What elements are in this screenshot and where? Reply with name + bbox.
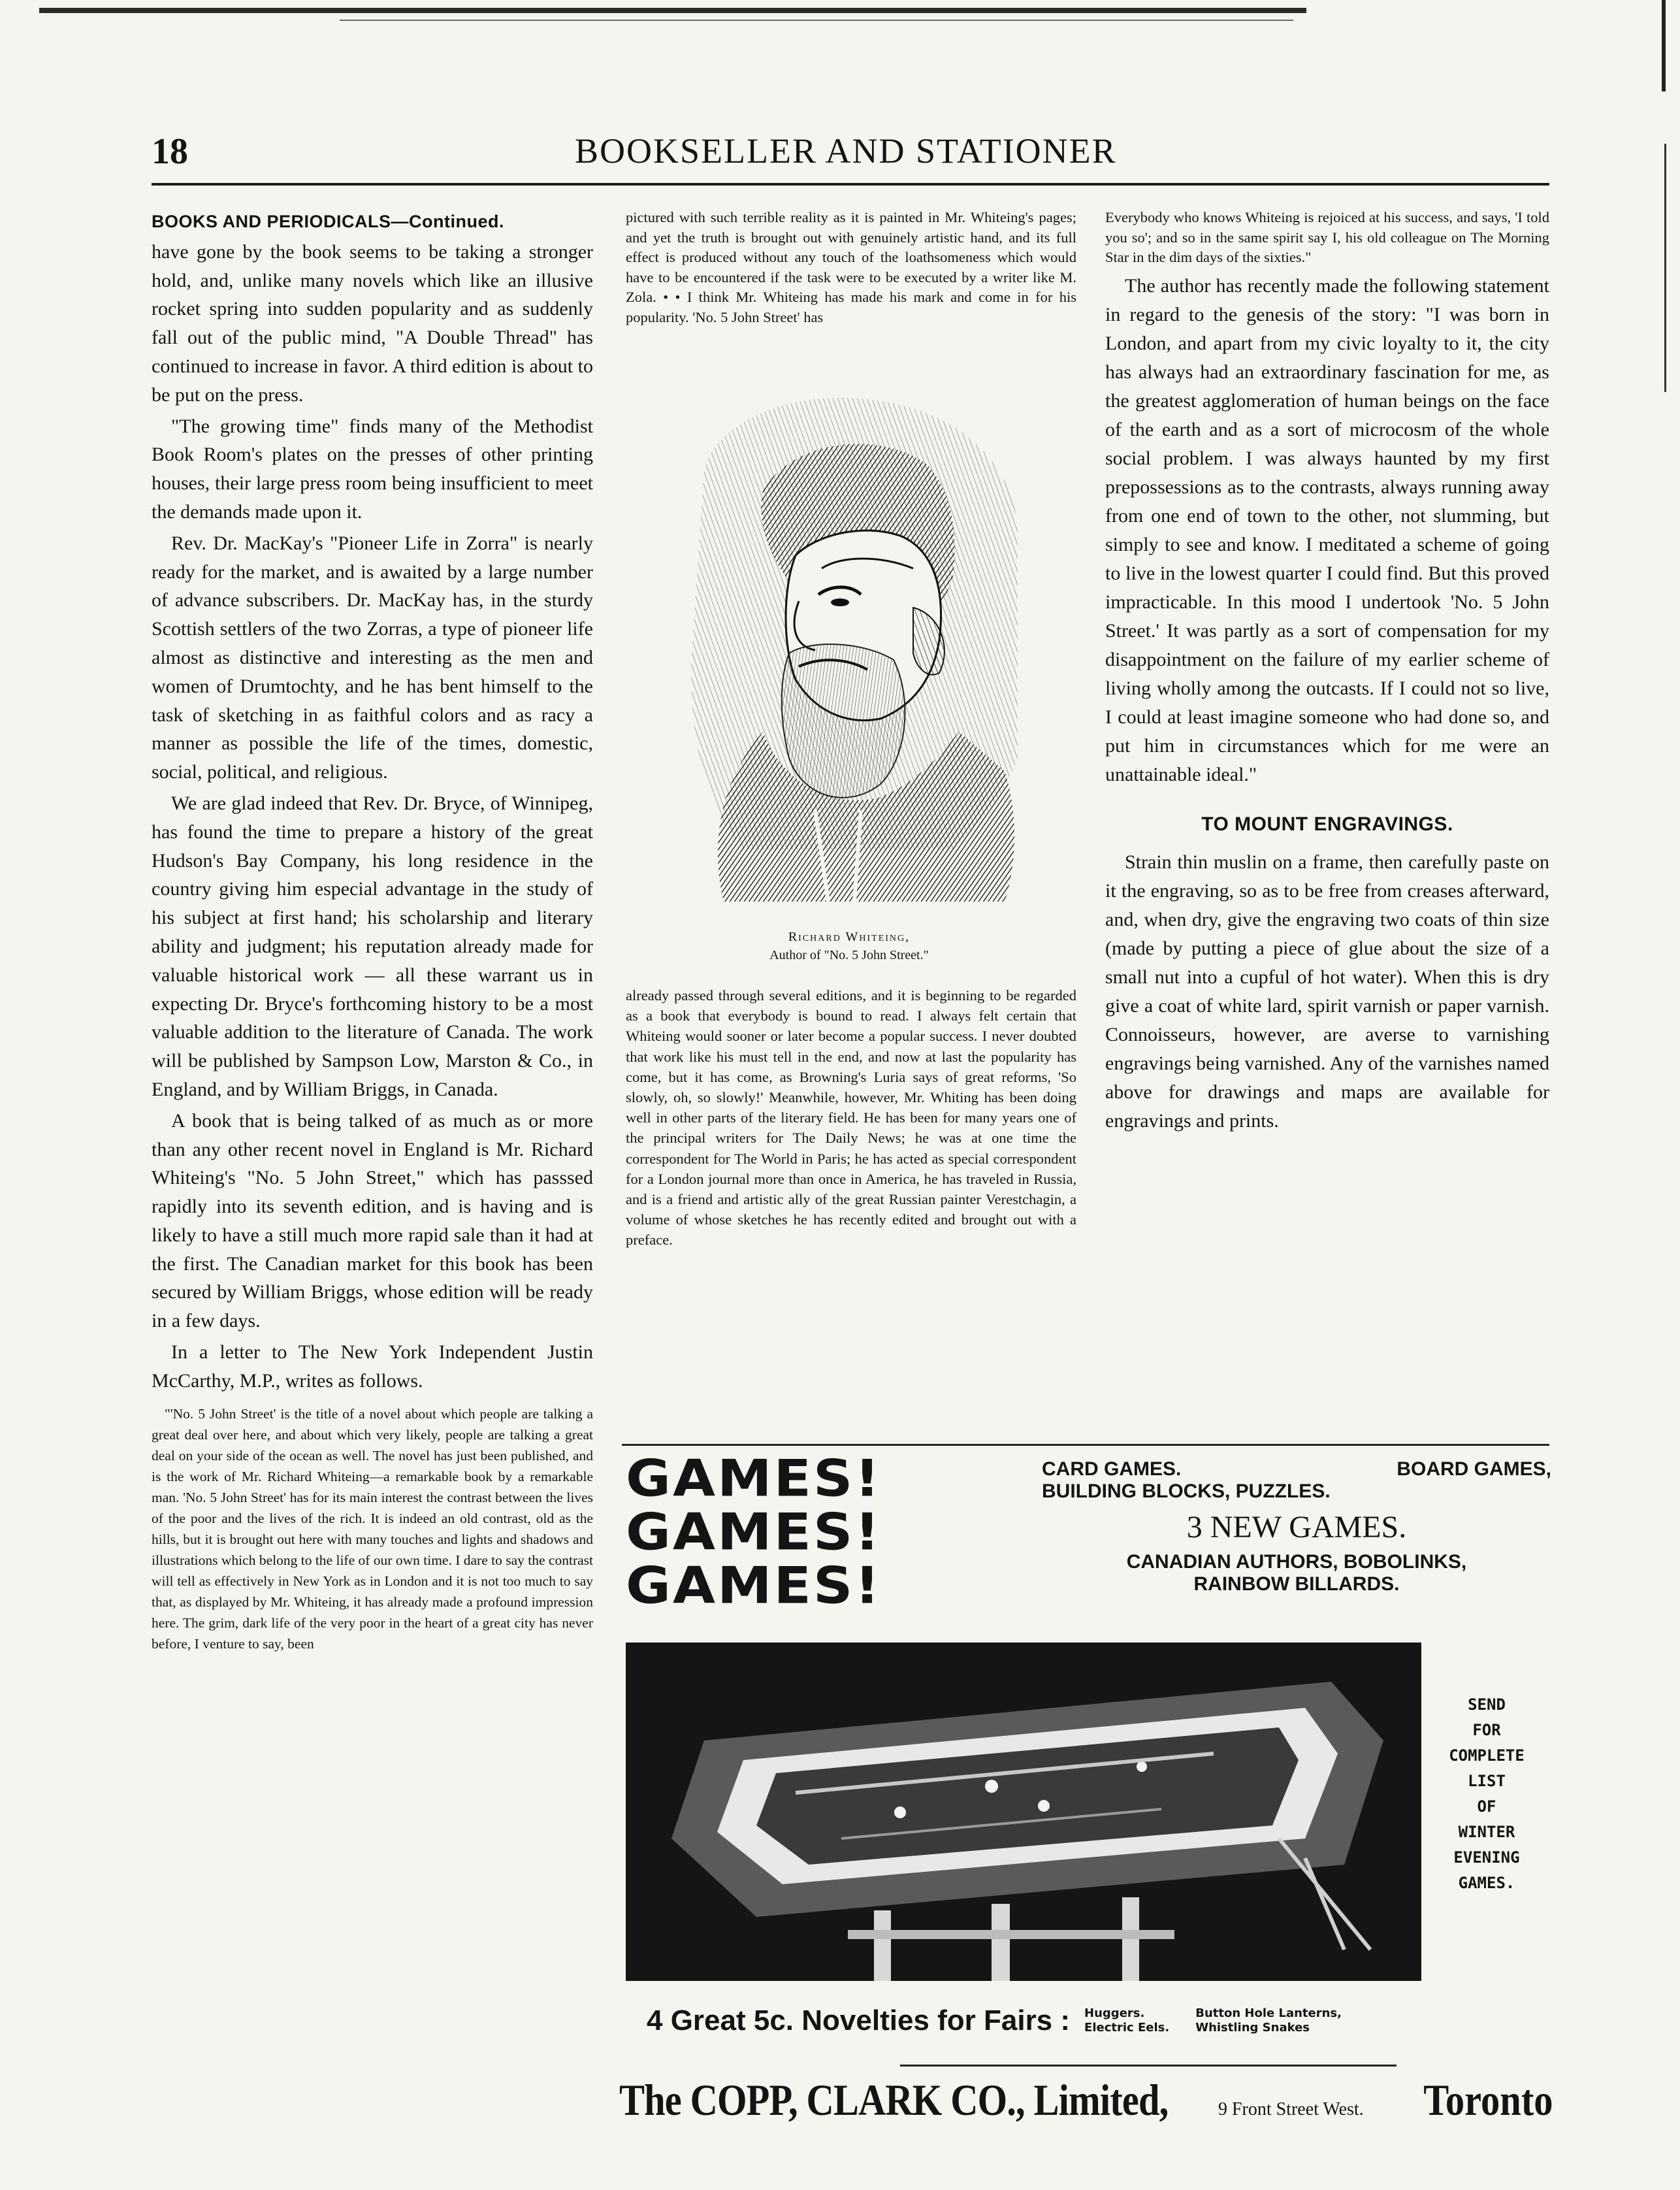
article-heading: TO MOUNT ENGRAVINGS. xyxy=(1201,813,1453,835)
column-three xyxy=(1105,208,1549,1136)
page-number: 18 xyxy=(152,131,188,172)
footer-rule xyxy=(900,2065,1397,2067)
side-line: EVENING xyxy=(1453,1848,1520,1867)
novelty-item: Button Hole Lanterns, xyxy=(1195,2006,1342,2020)
novelty-item: Whistling Snakes xyxy=(1195,2021,1310,2035)
novelty-item: Huggers. xyxy=(1084,2006,1145,2020)
paragraph: Everybody who knows Whiteing is rejoiced at his success, and says, 'I told you so'; and so in the same spirit say I, his old colleague on The Morning Star in the dim days of the sixties." xyxy=(1105,209,1549,265)
firm-imprint xyxy=(619,2074,1553,2133)
quoted-letter: "'No. 5 John Street' is the title of a novel about which people are talking a great deal over here, and about which very likely, people are talking a great deal on your side of the ocean as well. The novel has just been published, and is the work of Mr. Richard Whiteing—a remarkable book by a remarkable man. 'No. 5 John Street' has for its main interest the contrast between the lives of the poor and the lives of the rich. It is indeed an old contrast, old as the hills, but it is brought out here with many touches and lights and shadows and illustrations which belong to the life of our own time. I dare to say the contrast will tell as effectively in New York as in London and it is not too much to say that, as displayed by Mr. Whiteing, it has already made a profound impression here. The grim, dark life of the very poor in the heart of a great city has never before, I venture to say, been xyxy=(152,1405,593,1652)
novelties-label: 4 Great 5c. Novelties for Fairs : xyxy=(647,2004,1071,2036)
game-board-photo xyxy=(626,1643,1421,1981)
caption-name: Richard Whiteing, xyxy=(788,930,911,944)
portrait-engraving xyxy=(665,392,1031,915)
paragraph: Rev. Dr. MacKay's "Pioneer Life in Zorra" is nearly ready for the market, and is awaited by a large number of advance subscribers. Dr. MacKay has, in the sturdy Scottish settlers of the two Zorras, a type of pioneer life almost as distinctive and interesting as the men and women of Drumtochty, and he has bent himself to the task of sketching in as faithful colors and as racy a manner as possible the life of the times, domestic, social, political, and religious. xyxy=(152,532,593,783)
blocks-label: BUILDING BLOCKS, PUZZLES. xyxy=(1042,1480,1331,1502)
paragraph: Strain thin muslin on a frame, then carefully paste on it the engraving, so as to be free from creases afterward, and, when dry, give the engraving two coats of thin size (made by putting a piece of glue about the size of a small nut into a cupful of hot water). When this is dry give a coat of white lard, spirit varnish or paper varnish. Connoisseurs, however, are averse to varnishing engravings being varnished. Any of the varnishes named above for drawings and maps are available for engravings and prints. xyxy=(1105,851,1549,1132)
board-games-label: BOARD GAMES, xyxy=(1397,1458,1551,1480)
top-border-rule xyxy=(39,8,1306,13)
new-games-label: 3 NEW GAMES. xyxy=(1186,1510,1407,1544)
authors-line: RAINBOW BILLARDS. xyxy=(1193,1573,1400,1595)
games-line: GAMES! xyxy=(626,1448,882,1509)
top-border-rule-thin xyxy=(340,20,1293,21)
side-line: FOR xyxy=(1472,1721,1501,1739)
paragraph: pictured with such terrible reality as it is painted in Mr. Whiteing's pages; and yet the truth is brought out with genuinely artistic hand, and its full effect is produced without any touch of the loathsomeness which would have to be encountered if the task were to be executed by a writer like M. Zola. • • I think Mr. Whiteing has made his mark and come in for his popularity. 'No. 5 John Street' has xyxy=(626,209,1076,325)
paragraph: In a letter to The New York Independent Justin McCarthy, M.P., writes as follows. xyxy=(152,1341,593,1392)
side-line: LIST xyxy=(1468,1772,1506,1790)
games-line: GAMES! xyxy=(626,1502,882,1562)
side-line: WINTER xyxy=(1458,1823,1515,1841)
side-line: OF xyxy=(1477,1797,1496,1816)
paragraph: The author has recently made the following statement in regard to the genesis of the story: "I was born in London, and apart from my civic loyalty to it, the city has always had an extraordinary fascination for me, as the greatest agglomeration of human beings on the face of the earth and as a sort of microcosm of the whole social problem. I was always haunted by my first prepossessions as to the contrasts, always running away from one end of town to the other, not slumming, but simply to see and know. I meditated a scheme of going to live in the lowest quarter I could find. But this proved impracticable. In this mood I undertook 'No. 5 John Street.' It was partly as a sort of compensation for my disappointment on the failure of my earlier scheme of living wholly among the outcasts. If I could not so live, I could at least imagine someone who had done so, and put him in circumstances which for me were an unattainable ideal." xyxy=(1105,274,1549,785)
side-line: COMPLETE xyxy=(1449,1746,1525,1765)
column-one xyxy=(152,208,593,1654)
paragraph: already passed through several editions, and it is beginning to be regarded as a book that everybody is bound to read. I always felt certain that Whiteing would sooner or later become a popular success. I never doubted that work like his must tell in the end, and now at last the popularity has come, but it has come, as Browning's Luria says of great reforms, 'So slowly, oh, so slowly!' Meanwhile, however, Mr. Whiting has been doing well in other parts of the literary field. He has been for many years one of the principal writers for The Daily News; he was at one time the correspondent for The World in Paris; he has acted as special correspondent for a London journal more than once in America, he has traveled in Russia, and is a friend and artistic ally of the great Russian painter Verestchagin, a volume of whose sketches he has recently edited and brought out with a preface. xyxy=(626,987,1076,1249)
paragraph: have gone by the book seems to be taking a stronger hold, and, unlike many novels which like an illusive rocket spring into sudden popularity and as suddenly fall out of the public mind, "A Double Thread" has continued to increase in favor. A third edition is about to be put on the press. xyxy=(152,240,593,406)
novelty-item: Electric Eels. xyxy=(1084,2021,1170,2035)
games-banner xyxy=(626,1448,992,1616)
caption-subtitle: Author of "No. 5 John Street." xyxy=(769,948,929,962)
advertisement-rule xyxy=(622,1444,1549,1446)
page-edge-mark xyxy=(1662,0,1666,91)
send-for-list xyxy=(1434,1692,1539,1896)
paragraph: A book that is being talked of as much as or more than any other recent novel in England is Mr. Richard Whiteing's "No. 5 John Street," which has passsed rapidly into its seventh edition, and is having and is likely to have a still much more rapid sale than it had at the first. The Canadian market for this book has been secured by William Briggs, whose edition will be ready in a few days. xyxy=(152,1109,593,1332)
column-two-top xyxy=(626,208,1076,327)
card-games-label: CARD GAMES. xyxy=(1042,1458,1182,1480)
section-heading: BOOKS AND PERIODICALS—Continued. xyxy=(152,212,504,231)
authors-line: CANADIAN AUTHORS, BOBOLINKS, xyxy=(1126,1551,1467,1573)
header-rule xyxy=(152,183,1549,186)
side-line: SEND xyxy=(1468,1695,1506,1714)
paragraph: "The growing time" finds many of the Methodist Book Room's plates on the presses of other printing houses, their large press room being insufficient to meet the demands made upon it. xyxy=(152,415,593,523)
paragraph: We are glad indeed that Rev. Dr. Bryce, of Winnipeg, has found the time to prepare a history of the great Hudson's Bay Company, his long residence in the country giving him especial advantage in the study of his subject at first hand; his scholarship and literary ability and judgment; his reputation already made for valuable historical work — all these warrant us in expecting Dr. Bryce's forthcoming history to be a most valuable addition to the literature of Canada. The work will be published by Sampson Low, Marston & Co., in England, and by William Briggs, in Canada. xyxy=(152,792,593,1100)
firm-name: The COPP, CLARK CO., Limited, xyxy=(619,2075,1169,2125)
firm-city: Toronto xyxy=(1423,2075,1553,2125)
novelty-items xyxy=(1084,2006,1342,2035)
running-head: BOOKSELLER AND STATIONER xyxy=(575,131,1117,171)
firm-address: 9 Front Street West. xyxy=(1218,2099,1364,2119)
side-line: GAMES. xyxy=(1458,1874,1515,1892)
portrait-caption xyxy=(679,928,1019,964)
column-two-bottom xyxy=(626,985,1076,1250)
games-line: GAMES! xyxy=(626,1556,882,1616)
novelties-line xyxy=(647,1998,1548,2044)
page-edge-mark-lower xyxy=(1664,144,1666,392)
games-list xyxy=(1042,1458,1551,1595)
